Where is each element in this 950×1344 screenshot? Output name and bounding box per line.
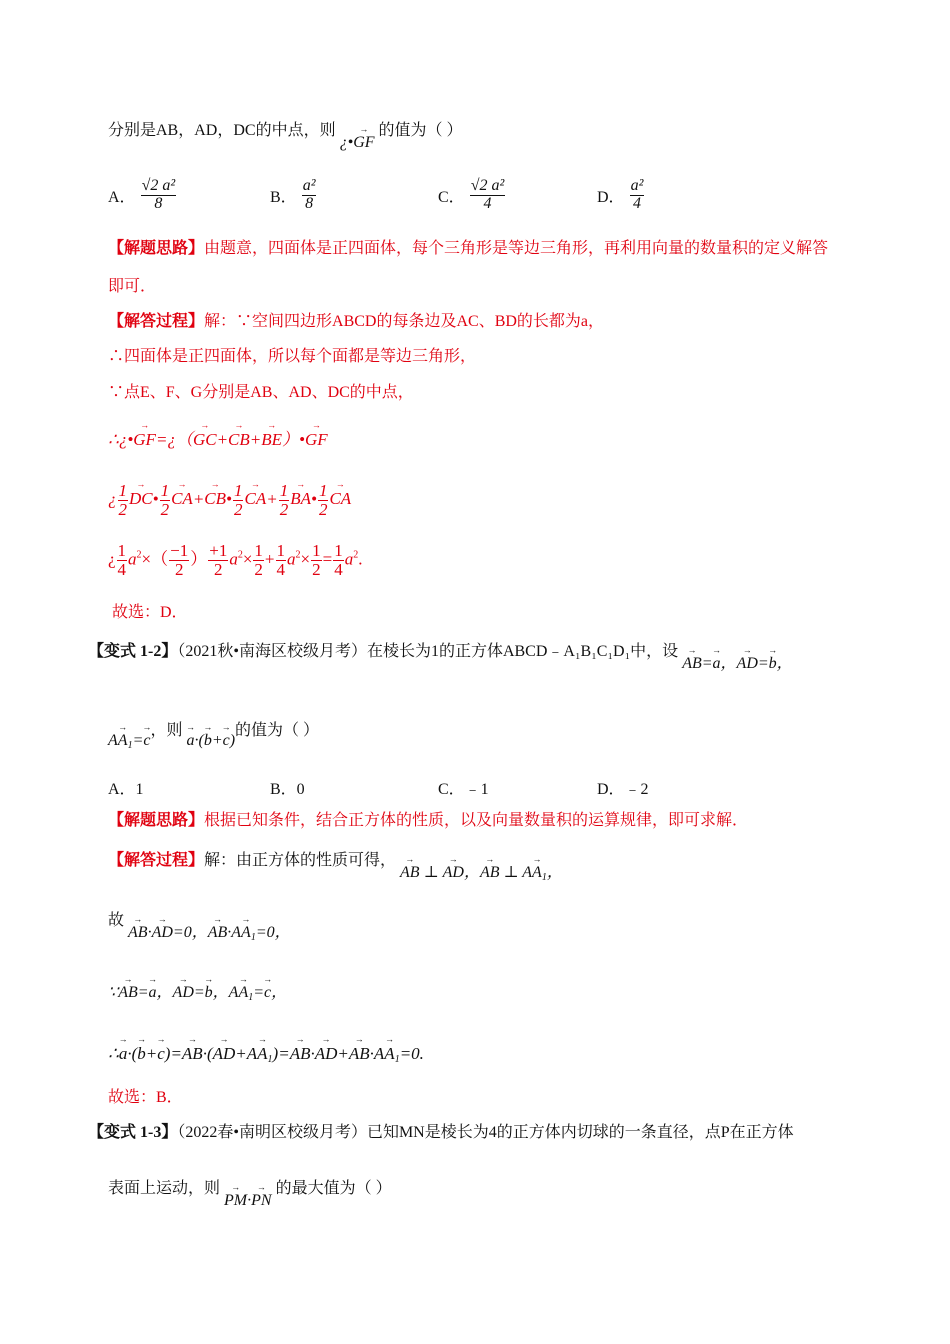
q1-stem-text: 分别是AB，AD，DC的中点，则: [108, 122, 336, 139]
option-label: C．: [438, 188, 465, 206]
q2-expression: → a·(→ b+→ c): [186, 732, 235, 750]
option-fraction: $\frac{\text{a²}}{8}$: [302, 177, 316, 212]
option-label: D．: [597, 188, 625, 206]
process-tag: 【解答过程】: [108, 852, 205, 869]
q2-therefore-line: ∴→ $a\cdot(\to b+\to c)=\to AB\cdot(\to AD+A\to A_1)=\to AB\cdot\to AD+\to AB\cdot A\to A_1=0$.: [108, 1044, 424, 1066]
option-fraction: $\frac{\text{a²}}{4}$: [630, 177, 644, 212]
option-label: B．: [270, 188, 297, 206]
q2-stem-value: 的值为（ ）: [235, 722, 320, 739]
q2-option-b: B．0: [270, 781, 305, 798]
q1-stem-vector-expr: ¿•→ GF: [340, 134, 375, 152]
q1-formula-line2: ¿ $\frac{1}{2}$ → DC• $\frac{1}{2}$ → CA+→ CB• $\frac{1}{2}$ → CA+ $\frac{1}{2}$ → BA• $\frac{1}{2}$ → CA: [108, 482, 351, 519]
q1-option-c: [438, 178, 506, 213]
q1-stem-value: 的值为（ ）: [378, 122, 463, 139]
q1-process-line1: [108, 313, 604, 331]
q2-perp-expr: → AB ⊥ → AD，→ AB ⊥ $A\to A_1$，: [400, 864, 563, 884]
q2-vector-defs: → AB=→ a，→ AD=→ b，: [682, 655, 793, 673]
option-fraction: $\frac{\text{√2 a²}}{8}$: [141, 177, 176, 212]
q1-option-b: [270, 178, 317, 213]
q2-option-c: C．﹣1: [438, 781, 489, 798]
q2-dot-zero: → AB·→ AD=0，→ $AB\cdot A\to A_1=0$，: [128, 924, 291, 944]
q2-so-line: [108, 912, 291, 943]
idea-text: 根据已知条件，结合正方体的性质，以及向量数量积的运算规律，即可求解．: [204, 812, 749, 829]
q1-formula-line1: ∴¿•→ GF=¿（→ GC+→ CB+→ BE）•→ GF: [108, 430, 328, 450]
q1-stem-line: [108, 122, 463, 151]
option-fraction: $\frac{\text{√2 a²}}{4}$: [470, 177, 505, 212]
variant-stem: 已知MN是棱长为4的正方体内切球的一条直径，点P在正方体: [366, 1124, 794, 1141]
process-text: 解：由正方体的性质可得，: [204, 852, 397, 869]
variant-source: （2022春•南明区校级月考）: [177, 1124, 367, 1141]
q1-option-d: [597, 178, 645, 213]
q1-process-line3: ∵点E、F、G分别是AB、AD、DC的中点，: [108, 384, 414, 401]
q1-formula-line3: ¿ $\frac{1}{4}$ $a^2\times$（ $\frac{-1}{2}$ ） $\frac{+1}{2}$ $a^2\times$ $\frac{1}{2}$ + $\frac{1}{4}$ $a^2\times$ $\frac{1}{2}$ = $\frac{1}{4}$ $a^2$.: [108, 541, 363, 579]
q3-stem-line2: [108, 1180, 392, 1209]
q2-option-a: A．1: [108, 781, 144, 798]
option-label: A．: [108, 188, 136, 206]
q1-option-a: [108, 178, 177, 213]
q3-stem-value: 的最大值为（ ）: [275, 1180, 392, 1197]
q2-answer: 故选：B．: [108, 1089, 183, 1106]
variant-tag: 【变式 1-2】: [88, 643, 178, 660]
q2-process: [108, 852, 563, 883]
idea-tag: 【解题思路】: [108, 812, 205, 829]
q2-option-d: D．﹣2: [597, 781, 649, 798]
q2-idea: [108, 812, 748, 830]
variant-stem: 在棱长为1的正方体ABCD﹣A₁B₁C₁D₁中，设: [366, 643, 679, 660]
process-tag: 【解答过程】: [108, 313, 205, 330]
q3-stem-text: 表面上运动，则: [108, 1180, 221, 1197]
q1-idea-cont: 即可．: [108, 278, 157, 295]
q3-stem-line1: [88, 1124, 794, 1142]
q2-because-line: ∵→ AB=→ a，→ AD=→ b，$A\to A_1=\to c$，: [108, 984, 287, 1004]
idea-text: 由题意，四面体是正四面体，每个三角形是等边三角形，再利用向量的数量积的定义解答: [204, 240, 829, 257]
idea-tag: 【解题思路】: [108, 240, 205, 257]
q2-stem-line1: [88, 643, 793, 672]
q1-process-line2: ∴四面体是正四面体，所以每个面都是等边三角形，: [108, 348, 477, 365]
process-text: 解：∵空间四边形ABCD的每条边及AC、BD的长都为a，: [204, 313, 605, 330]
so-word: 故: [108, 912, 125, 929]
q2-vector-c: $A\to A_1=\to c$: [108, 732, 150, 752]
q3-expression: → PM·→ PN: [224, 1192, 272, 1210]
q1-idea: [108, 240, 828, 258]
variant-tag: 【变式 1-3】: [88, 1124, 178, 1141]
q1-answer: 故选：D．: [112, 604, 188, 621]
q2-stem-then: ，则: [150, 722, 183, 739]
variant-source: （2021秋•南海区校级月考）: [177, 643, 367, 660]
q2-stem-line2: [108, 722, 320, 751]
